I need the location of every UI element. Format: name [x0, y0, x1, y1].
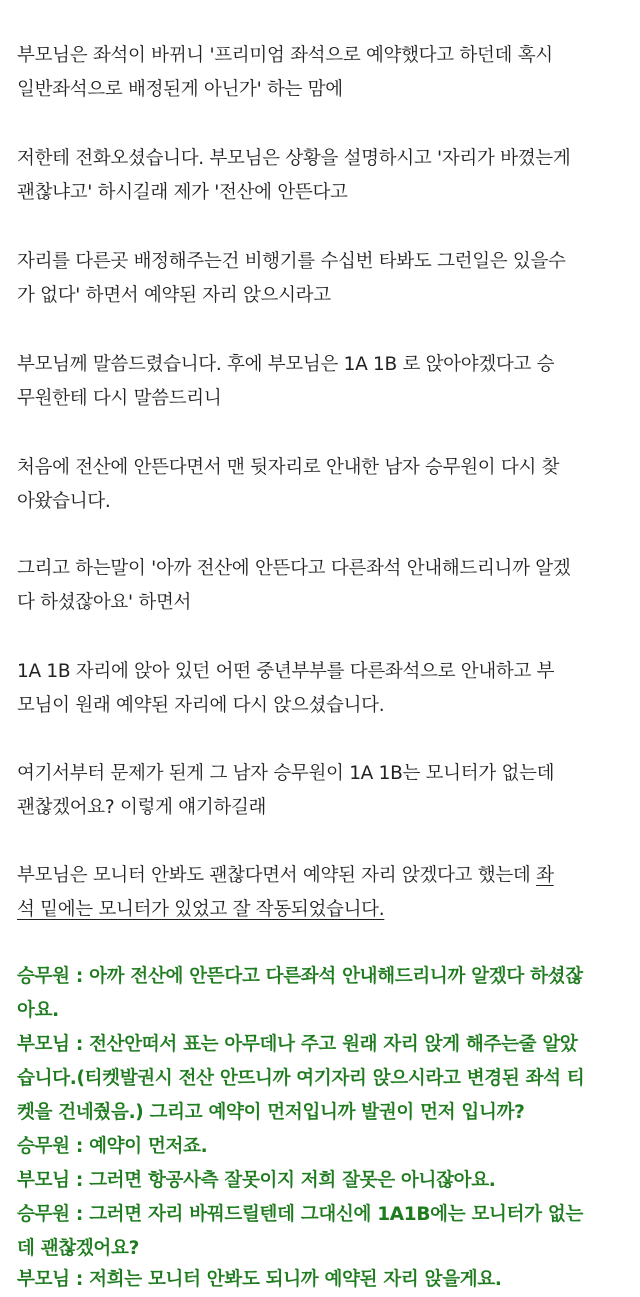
paragraph-7 — [17, 655, 554, 723]
paragraph-2 — [17, 142, 570, 210]
paragraph-2-line-2: 괜찮냐고' 하시길래 제가 '전산에 안뜬다고 — [17, 182, 348, 203]
dialogue-line: 승무원 : 아까 전산에 안뜬다고 다른좌석 안내해드리니까 알겠다 하셨잖 — [17, 966, 583, 987]
dialogue-line: 아요. — [17, 1000, 59, 1021]
paragraph-2-line-1: 저한테 전화오셨습니다. 부모님은 상황을 설명하시고 '자리가 바꼈는게 — [17, 148, 571, 169]
paragraph-6-line-2: 다 하셨잖아요' 하면서 — [17, 592, 192, 613]
paragraph-7-line-2: 모님이 원래 예약된 자리에 다시 앉으셨습니다. — [17, 695, 385, 716]
paragraph-1-line-1: 부모님은 좌석이 바뀌니 '프리미엄 좌석으로 예약했다고 하던데 혹시 — [17, 45, 553, 66]
paragraph-3 — [17, 245, 566, 313]
paragraph-3-line-1: 자리를 다른곳 배정해주는건 비행기를 수십번 타봐도 그런일은 있을수 — [17, 251, 566, 272]
paragraph-8-line-1: 여기서부터 문제가 된게 그 남자 승무원이 1A 1B는 모니터가 없는데 — [17, 763, 555, 784]
paragraph-4-line-2: 무원한테 다시 말씀드리니 — [17, 388, 222, 409]
cut-off-dialogue-line: 부모님 : 저희는 모니터 안봐도 되니까 예약된 자리 앉을게요. — [17, 1269, 502, 1290]
paragraph-8 — [17, 757, 554, 825]
dialogue-line: 켓을 건네줬음.) 그리고 예약이 먼저입니까 발권이 먼저 입니까? — [17, 1102, 525, 1123]
paragraph-1 — [17, 39, 553, 107]
paragraph-6 — [17, 552, 570, 620]
dialogue-line: 부모님 : 그러면 항공사측 잘못이지 저희 잘못은 아니잖아요. — [17, 1170, 496, 1191]
dialogue-block — [17, 960, 623, 1266]
dialogue-line: 승무원 : 예약이 먼저죠. — [17, 1136, 208, 1157]
paragraph-4 — [17, 348, 554, 416]
paragraph-5-line-1: 처음에 전산에 안뜬다면서 맨 뒷자리로 안내한 남자 승무원이 다시 찾 — [17, 457, 560, 478]
paragraph-7-line-1: 1A 1B 자리에 앉아 있던 어떤 중년부부를 다른좌석으로 안내하고 부 — [17, 661, 555, 682]
paragraph-3-line-2: 가 없다' 하면서 예약된 자리 앉으시라고 — [17, 285, 331, 306]
dialogue-line: 승무원 : 그러면 자리 바꿔드릴텐데 그대신에 1A1B에는 모니터가 없는 — [17, 1204, 584, 1225]
dialogue-line: 부모님 : 전산안떠서 표는 아무데나 주고 원래 자리 앉게 해주는줄 알았 — [17, 1034, 578, 1055]
paragraph-5-line-2: 아왔습니다. — [17, 491, 111, 512]
paragraph-9-line-1-underlined: 좌 — [536, 865, 554, 886]
paragraph-4-line-1: 부모님께 말씀드렸습니다. 후에 부모님은 1A 1B 로 앉아야겠다고 승 — [17, 354, 555, 375]
dialogue-line: 데 괜찮겠어요? — [17, 1238, 139, 1259]
paragraph-8-line-2: 괜찮겠어요? 이렇게 얘기하길래 — [17, 797, 267, 818]
paragraph-9-line-2-underlined: 석 밑에는 모니터가 있었고 잘 작동되었습니다. — [17, 899, 385, 920]
paragraph-9-line-1-plain: 부모님은 모니터 안봐도 괜찮다면서 예약된 자리 앉겠다고 했는데 — [17, 865, 537, 886]
paragraph-9 — [17, 859, 554, 927]
paragraph-6-line-1: 그리고 하는말이 '아까 전산에 안뜬다고 다른좌석 안내해드리니까 알겠 — [17, 558, 571, 579]
paragraph-5 — [17, 451, 559, 519]
paragraph-1-line-2: 일반좌석으로 배정된게 아닌가' 하는 맘에 — [17, 79, 343, 100]
dialogue-line: 습니다.(티켓발권시 전산 안뜨니까 여기자리 앉으시라고 변경된 좌석 티 — [17, 1068, 585, 1089]
